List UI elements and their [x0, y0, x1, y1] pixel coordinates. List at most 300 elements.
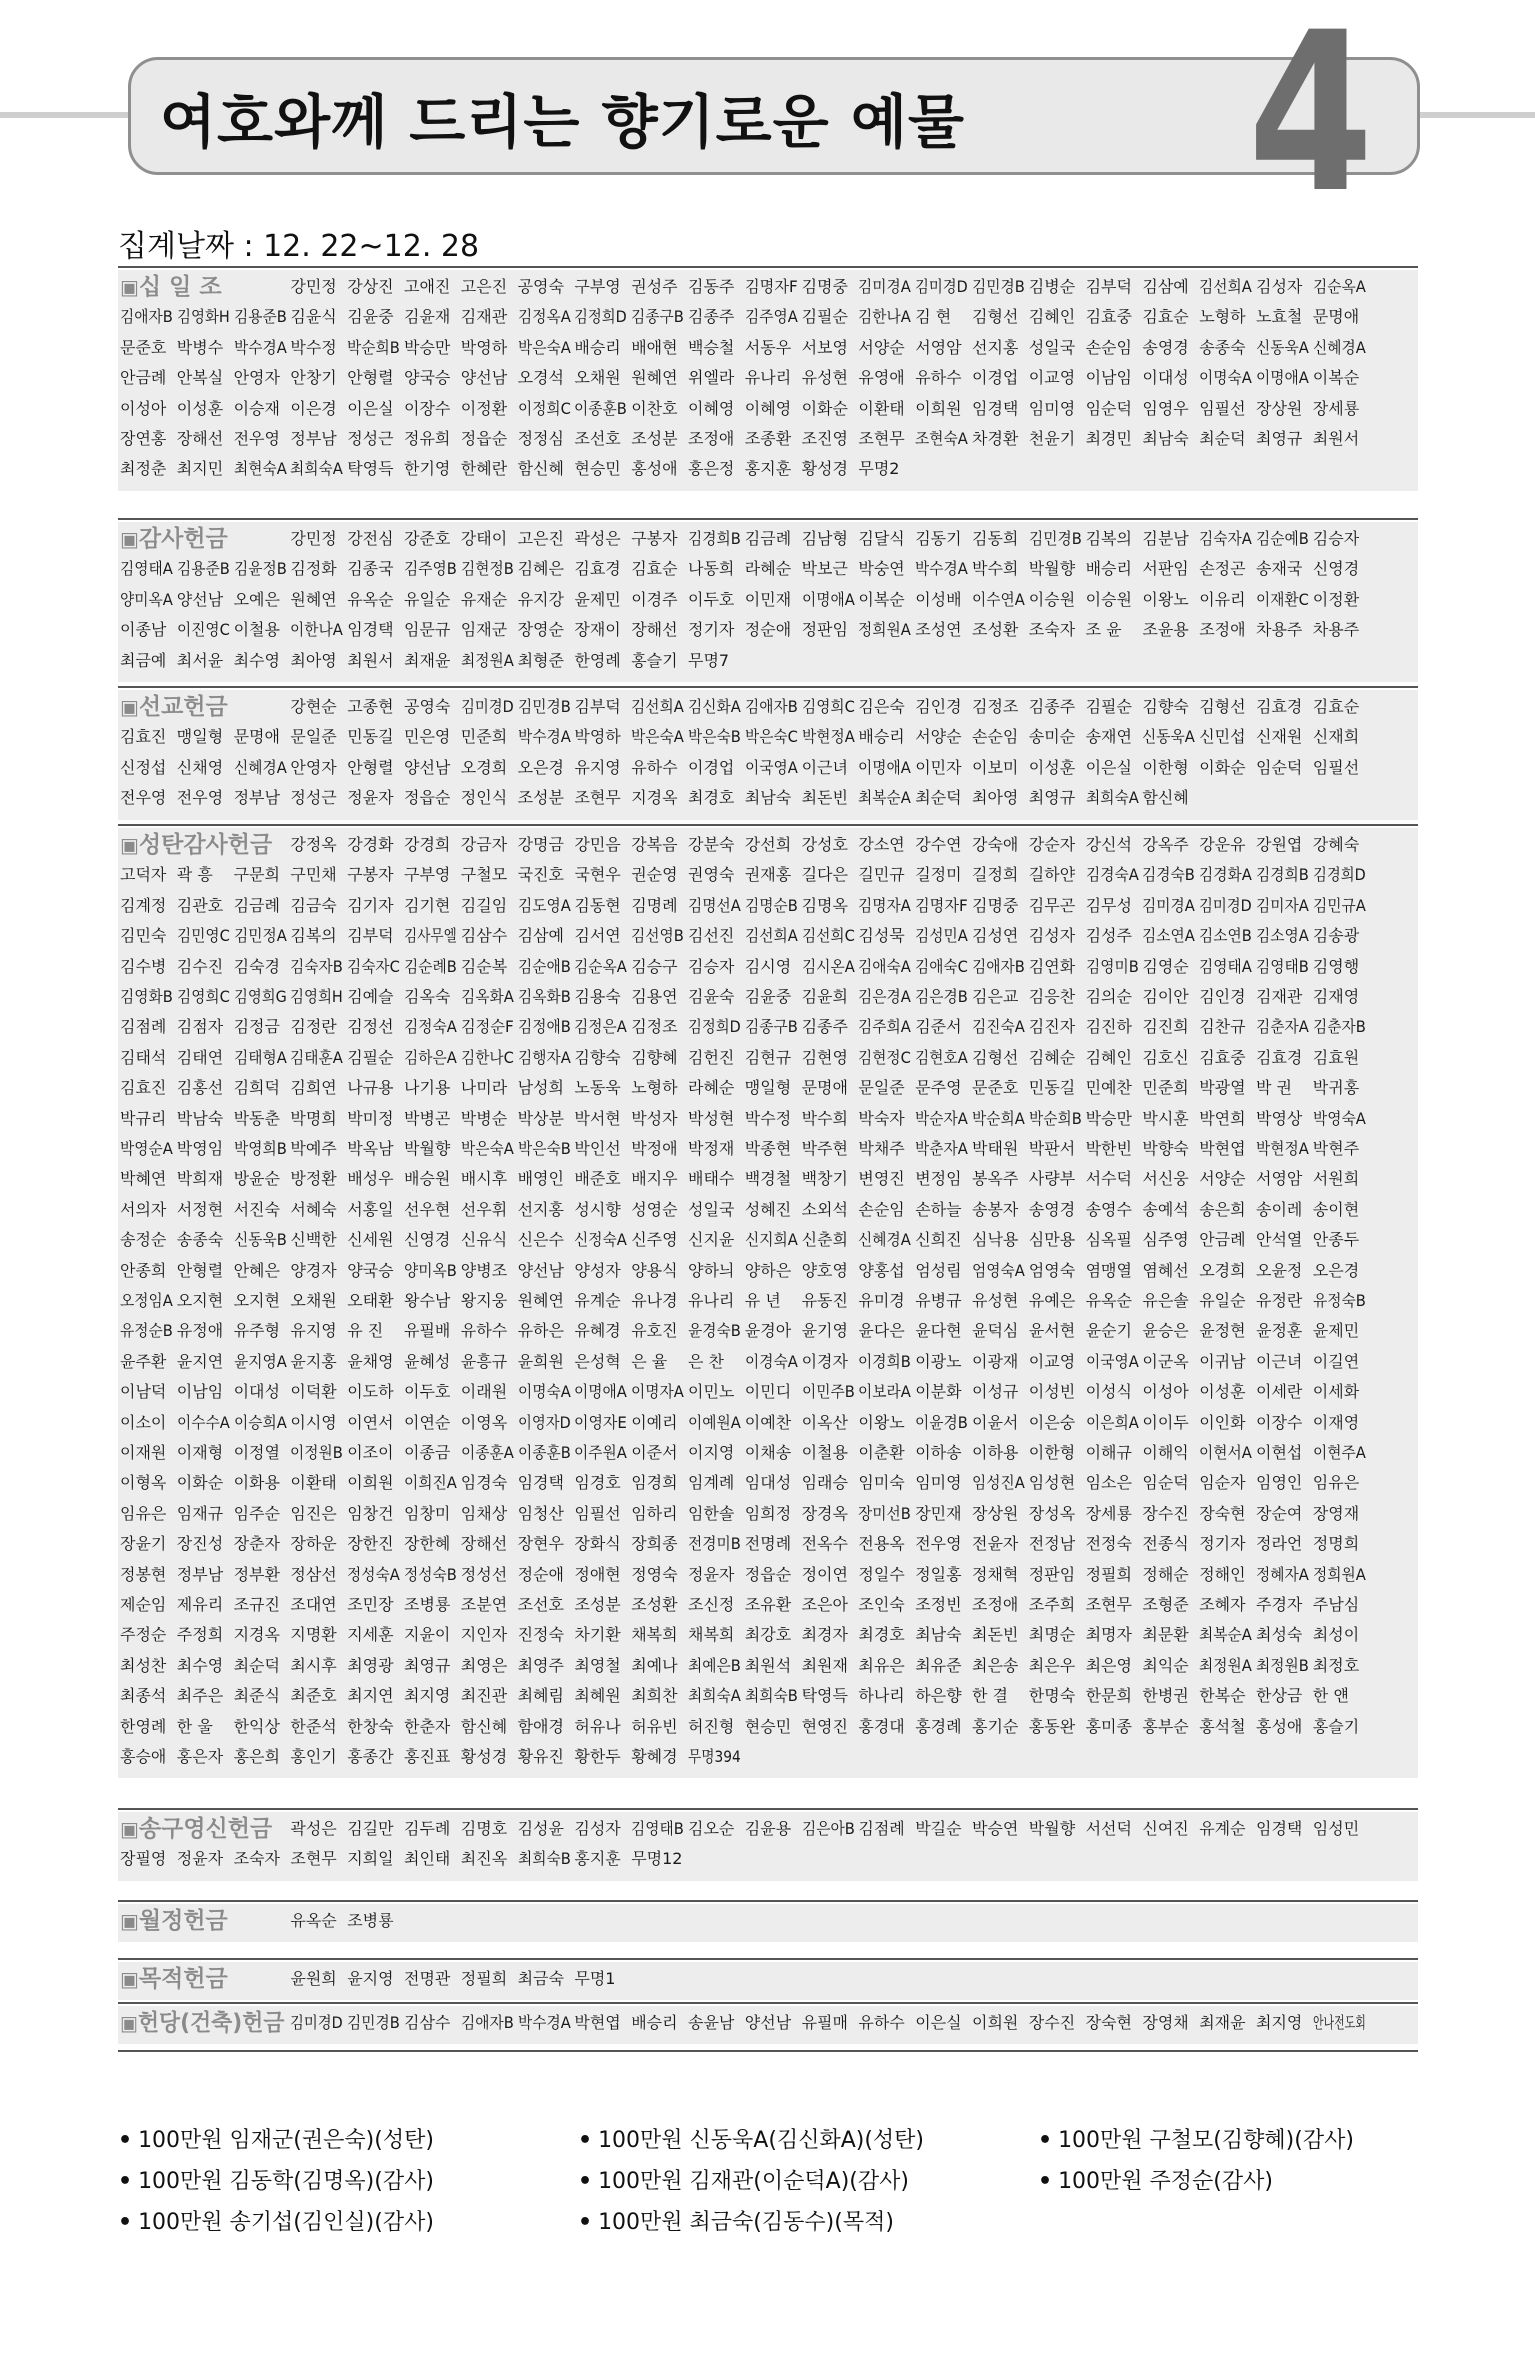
- donor-name: 안금례: [120, 368, 167, 388]
- donor-name: 한 얜: [1312, 1686, 1349, 1706]
- donor-name: 고덕자: [120, 865, 167, 885]
- donor-name: 정읍순: [460, 429, 508, 448]
- donor-name: 이해익: [1142, 1443, 1189, 1462]
- donor-name: 최순덕: [915, 788, 962, 808]
- donor-name: 조성환: [631, 1595, 678, 1614]
- donor-name: 유정란: [1256, 1291, 1303, 1310]
- donor-name: 길다은: [801, 865, 848, 885]
- section-label: [120, 2008, 284, 2038]
- donor-name: 김민경B: [972, 277, 1025, 296]
- donor-name: 김태형A: [233, 1047, 287, 1067]
- donor-name: 박은숙B: [517, 1139, 571, 1158]
- section-label: [120, 1814, 272, 1844]
- donor-name: 민동길: [347, 727, 394, 747]
- donor-name: 김예슬: [347, 987, 394, 1006]
- donor-name: 윤제민: [1312, 1321, 1360, 1341]
- donation-item: [118, 2164, 434, 2195]
- donor-name: 유미경: [858, 1291, 905, 1310]
- donor-name: 최희숙A: [1085, 788, 1139, 808]
- donor-name: 전용옥: [858, 1534, 905, 1554]
- donor-name: 박영숙A: [1312, 1108, 1366, 1128]
- donor-name: 김영행: [1312, 956, 1360, 976]
- donor-name: 윤경숙B: [688, 1321, 741, 1341]
- donor-name: 유옥순: [290, 1911, 337, 1930]
- donor-name: 장한진: [347, 1534, 394, 1554]
- donor-name: 박수경A: [233, 337, 287, 357]
- donor-name: 박예주: [290, 1139, 337, 1158]
- donor-name: 박순자A: [915, 1108, 968, 1128]
- donor-name: 이종훈B: [517, 1443, 571, 1462]
- donor-name: 임대성: [744, 1473, 792, 1493]
- donor-name: 김정화: [290, 559, 337, 579]
- donor-name: 김정조: [631, 1017, 678, 1037]
- donor-name: 김주영A: [744, 307, 798, 327]
- donor-name: 임소은: [1085, 1473, 1132, 1493]
- donor-name: 장영채: [1142, 2013, 1189, 2032]
- donor-name: 방윤순: [233, 1169, 280, 1189]
- donor-name: 김점례: [120, 1017, 167, 1037]
- donor-name: 최재윤: [1199, 2013, 1246, 2032]
- donor-name: 유정애: [176, 1321, 224, 1341]
- donor-name: 홍은정: [688, 459, 735, 479]
- donor-name: 김경숙A: [1085, 865, 1139, 885]
- donor-name: 유계순: [574, 1291, 621, 1310]
- donor-name: 박승연: [972, 1819, 1019, 1838]
- donor-name: 김향혜: [631, 1047, 678, 1067]
- donor-name: 김재관: [1256, 987, 1303, 1006]
- donor-name: 이두호: [404, 1382, 451, 1402]
- section-divider: [118, 2050, 1418, 2052]
- donor-name: 백승철: [688, 337, 735, 357]
- donor-name: 윤지영: [347, 1969, 394, 1988]
- donor-name: 한춘자: [404, 1716, 451, 1736]
- donor-name: 안석열: [1256, 1230, 1303, 1250]
- donor-name: 유은솔: [1142, 1291, 1189, 1310]
- donor-name: 황한두: [574, 1747, 621, 1766]
- donor-name: 김동희: [972, 529, 1019, 548]
- donor-name: 김정순F: [460, 1017, 514, 1037]
- donor-name: 서양순: [1199, 1169, 1246, 1189]
- donor-name: 김선진: [688, 926, 735, 946]
- donor-name: 이명애A: [858, 757, 912, 777]
- section-label-text: 십 일 조: [138, 274, 222, 300]
- donor-name: 오예은: [233, 589, 280, 609]
- donor-name: 이이두: [1142, 1412, 1189, 1432]
- donor-name: 나기용: [404, 1078, 451, 1098]
- donor-name: 강명금: [517, 835, 564, 854]
- donor-name: 정혜자A: [1256, 1564, 1309, 1584]
- donor-name: 조종환: [744, 429, 792, 448]
- donor-name: 김점자: [176, 1017, 224, 1037]
- donor-name: 오윤정: [1256, 1260, 1303, 1280]
- donor-name: 장하운: [290, 1534, 337, 1554]
- donor-name: 이경주: [631, 589, 678, 609]
- donor-name: 유필배: [404, 1321, 451, 1341]
- donor-name: 김효중: [1085, 307, 1132, 327]
- donor-name: 최남숙: [1142, 429, 1189, 448]
- donor-name: 곽성은: [574, 529, 621, 548]
- donor-name: 정희원A: [1312, 1564, 1366, 1584]
- donor-name: 임경택: [1256, 1819, 1303, 1838]
- donor-name: 이철용: [233, 620, 280, 640]
- donor-name: 조성연: [915, 620, 962, 640]
- donor-name: 김민경B: [1028, 529, 1082, 548]
- donor-name: 한 결: [972, 1686, 1008, 1706]
- donor-name: 유하수: [915, 368, 962, 388]
- donor-name: 강태이: [460, 529, 508, 548]
- donor-name: 이종훈B: [574, 398, 628, 418]
- donor-name: 조분연: [460, 1595, 508, 1614]
- donor-name: 양미옥B: [404, 1260, 457, 1280]
- bullet-icon: •: [118, 2169, 133, 2194]
- donor-name: 배영인: [517, 1169, 564, 1189]
- donor-name: 최문환: [1142, 1625, 1189, 1645]
- donor-name: 최현숙A: [233, 459, 287, 479]
- donor-name: 양미옥A: [120, 589, 173, 609]
- donor-name: 최명순: [1028, 1625, 1076, 1645]
- donor-name: 임경택: [517, 1473, 564, 1493]
- donor-name: 최진옥: [460, 1849, 508, 1869]
- donor-name: 김정금: [233, 1017, 280, 1037]
- donor-name: 박규리: [120, 1108, 167, 1128]
- donor-name: 유예은: [1028, 1291, 1076, 1310]
- donor-name: 전정숙: [1085, 1534, 1132, 1554]
- donor-name: 서진숙: [233, 1199, 280, 1219]
- donor-name: 김종국: [347, 559, 394, 579]
- donor-name: 박정재: [688, 1139, 735, 1158]
- donor-name: 김도영A: [517, 895, 571, 915]
- donor-name: 정판임: [801, 620, 848, 640]
- donor-name: 김순애B: [517, 956, 571, 976]
- donor-name: 홍인기: [290, 1747, 337, 1766]
- donor-name: 최은영: [1085, 1655, 1132, 1675]
- donor-name: 이분화: [915, 1382, 962, 1402]
- donor-name: 김찬규: [1199, 1017, 1246, 1037]
- donor-name: 김윤재: [404, 307, 451, 327]
- donor-name: 양홍섭: [858, 1260, 905, 1280]
- donor-name: 이교영: [1028, 368, 1076, 388]
- donor-name: 양병조: [460, 1260, 508, 1280]
- bullet-icon: •: [578, 2169, 593, 2194]
- donor-name: 최인태: [404, 1849, 451, 1869]
- donor-name: 송종숙: [1199, 337, 1246, 357]
- donor-name: 김은경B: [915, 987, 969, 1006]
- donor-name: 홍진표: [404, 1747, 451, 1766]
- donor-name: 박수희: [972, 559, 1019, 579]
- donor-name: 박은숙A: [631, 727, 684, 747]
- donor-name: 서양순: [915, 727, 962, 747]
- donor-name: 국현우: [574, 865, 621, 885]
- donor-name: 김형선: [972, 307, 1019, 327]
- donor-name: 최성이: [1312, 1625, 1360, 1645]
- donor-name: 김삼예: [1142, 277, 1189, 296]
- section-divider: [118, 2002, 1418, 2004]
- donor-name: 서판임: [1142, 559, 1189, 579]
- donor-name: 강정옥: [290, 835, 337, 854]
- donor-name: 이명숙A: [1199, 368, 1252, 388]
- donor-name: 이복순: [1312, 368, 1360, 388]
- donor-name: 노효철: [1256, 307, 1303, 327]
- donor-name: 장해선: [176, 429, 224, 448]
- donor-name: 김성연: [972, 926, 1019, 946]
- donor-name: 이복순: [858, 589, 905, 609]
- donor-name: 조신정: [688, 1595, 735, 1614]
- donor-name: 김소영A: [1256, 926, 1309, 946]
- donor-name: 이보미: [972, 757, 1019, 777]
- donor-name: 이혜영: [688, 398, 735, 418]
- donor-name: 송종숙: [176, 1230, 224, 1250]
- donor-name: 강소연: [858, 835, 905, 854]
- donor-name: 박순희B: [347, 337, 401, 357]
- donor-name: 박병수: [176, 337, 224, 357]
- donor-name: 채복희: [631, 1625, 678, 1645]
- donor-name: 이정환: [1312, 589, 1360, 609]
- donor-name: 이은경: [290, 398, 337, 418]
- donor-name: 이춘환: [858, 1443, 905, 1462]
- donor-name: 구부영: [574, 277, 621, 296]
- donor-name: 박동춘: [233, 1108, 280, 1128]
- donor-name: 하은향: [915, 1686, 962, 1706]
- donor-name: 엄영숙A: [972, 1260, 1025, 1280]
- donor-name: 박수경A: [517, 727, 571, 747]
- donor-name: 김신화A: [688, 697, 741, 716]
- donor-name: 강분숙: [688, 835, 735, 854]
- donor-name: 김영태B: [631, 1819, 685, 1838]
- donor-name: 김태훈A: [290, 1047, 344, 1067]
- donor-name: 김명중: [972, 895, 1019, 915]
- section-label: [120, 524, 228, 554]
- donor-name: 고은진: [517, 529, 564, 548]
- donor-name: 강옥주: [1142, 835, 1189, 854]
- donor-name: 김무곤: [1028, 895, 1076, 915]
- donor-name: 정일수: [858, 1564, 905, 1584]
- donor-name: 김정숙A: [404, 1017, 457, 1037]
- donor-name: 이예원A: [688, 1412, 741, 1432]
- donor-name: 임진은: [290, 1503, 337, 1523]
- donor-name: 한익상: [233, 1716, 280, 1736]
- donor-name: 장희종: [631, 1534, 678, 1554]
- donor-name: 김형선: [1199, 697, 1246, 716]
- donor-name: 이왕노: [1142, 589, 1189, 609]
- donor-name: 전명례: [744, 1534, 792, 1554]
- donor-name: 이명숙A: [517, 1382, 571, 1402]
- donor-name: 김영희C: [801, 697, 855, 716]
- donor-name: 노형하: [631, 1078, 678, 1098]
- donor-name: 이정원B: [290, 1443, 344, 1462]
- donor-name: 박월향: [404, 1139, 451, 1158]
- donor-name: 이재영: [1312, 1412, 1360, 1432]
- donor-name: 이종훈A: [460, 1443, 514, 1462]
- donor-name: 탁영득: [347, 459, 394, 479]
- donor-name: 선지홍: [972, 337, 1019, 357]
- donor-name: 신세원: [347, 1230, 394, 1250]
- donor-name: 조병룡: [347, 1911, 394, 1930]
- donor-name: 박영상: [1256, 1108, 1303, 1128]
- donor-name: 최복순A: [858, 788, 912, 808]
- donor-name: 안종희: [120, 1260, 167, 1280]
- donor-name: 양용식: [631, 1260, 678, 1280]
- donor-name: 황성경: [801, 459, 848, 479]
- donor-name: 장성옥: [1028, 1503, 1076, 1523]
- donor-name: 구문희: [233, 865, 280, 885]
- donor-name: 최원서: [1312, 429, 1360, 448]
- square-bullet-icon: ▣: [120, 1909, 139, 1933]
- donor-name: 정부환: [233, 1564, 280, 1584]
- donor-name: 김효순: [1142, 307, 1189, 327]
- donor-name: 이대성: [233, 1382, 280, 1402]
- donor-name: 김영희H: [290, 987, 344, 1006]
- donor-name: 김정선: [347, 1017, 394, 1037]
- donor-name: 나동희: [688, 559, 735, 579]
- donor-name: 신혜경A: [858, 1230, 912, 1250]
- donor-name: 박수희: [801, 1108, 848, 1128]
- donor-name: 현영진: [801, 1716, 848, 1736]
- donor-name: 전경미B: [688, 1534, 741, 1554]
- donor-name: 장수진: [1142, 1503, 1189, 1523]
- donor-name: 윤정현: [1199, 1321, 1246, 1341]
- donor-name: 김수진: [176, 956, 224, 976]
- section-label-text: 월정헌금: [138, 1908, 228, 1934]
- donor-name: 장필영: [120, 1849, 167, 1869]
- donor-name: 제순임: [120, 1595, 167, 1614]
- donor-name: 최명자: [1085, 1625, 1132, 1645]
- donor-name: 김승자: [1312, 529, 1360, 548]
- donor-name: 신동욱A: [1256, 337, 1309, 357]
- donor-name: 장진성: [176, 1534, 224, 1554]
- donor-name: 홍지훈: [574, 1849, 621, 1869]
- donor-name: 구철모: [460, 865, 508, 885]
- donor-name: 김혜은: [517, 559, 564, 579]
- donor-name: 손순임: [1085, 337, 1132, 357]
- donor-name: 김삼수: [404, 2013, 451, 2032]
- donor-name: 김미경D: [290, 2013, 344, 2032]
- donor-name: 김숙자A: [1199, 529, 1252, 548]
- donor-name: 한병권: [1142, 1686, 1189, 1706]
- donor-name: 홍종간: [347, 1747, 394, 1766]
- donor-name: 김병순: [1028, 277, 1076, 296]
- donor-name: 배승원: [404, 1169, 451, 1189]
- donor-name: 임영인: [1256, 1473, 1303, 1493]
- donor-name: 장영재: [1312, 1503, 1360, 1523]
- donor-name: 이성빈: [1028, 1382, 1076, 1402]
- donor-name: 박인선: [574, 1139, 621, 1158]
- donor-name: 최정원A: [460, 650, 514, 670]
- donor-name: 최예나: [631, 1655, 678, 1675]
- donor-name: 김하은A: [404, 1047, 457, 1067]
- section-label: [120, 1906, 228, 1936]
- donor-name: 최경민: [1085, 429, 1132, 448]
- donor-name: 송이레: [1256, 1199, 1303, 1219]
- donor-name: 이은희A: [1085, 1412, 1139, 1432]
- donor-name: 박수경A: [915, 559, 968, 579]
- donor-name: 안혜은: [233, 1260, 280, 1280]
- donor-name: 송정순: [120, 1230, 167, 1250]
- donor-name: 김성자: [1256, 277, 1303, 296]
- donor-name: 오채원: [574, 368, 621, 388]
- donor-name: 은 율: [631, 1351, 668, 1371]
- donor-name: 이환태: [290, 1473, 337, 1493]
- donor-name: 최영광: [347, 1655, 394, 1675]
- donor-name: 신지윤: [688, 1230, 735, 1250]
- donor-name: 선지홍: [517, 1199, 564, 1219]
- donor-name: 황유진: [517, 1747, 564, 1766]
- donor-name: 장순여: [1256, 1503, 1303, 1523]
- donor-name: 최성찬: [120, 1655, 167, 1675]
- donor-name: 임미영: [1028, 398, 1076, 418]
- donor-name: 서원희: [1312, 1169, 1360, 1189]
- donor-name: 안형렬: [176, 1260, 224, 1280]
- donor-name: 김무성: [1085, 895, 1132, 915]
- donor-name: 이수연A: [972, 589, 1025, 609]
- donor-name: 김용연: [631, 987, 678, 1006]
- donor-name: 임순자: [1199, 1473, 1246, 1493]
- donor-name: 정채혁: [972, 1564, 1019, 1584]
- donor-name: 홍기순: [972, 1716, 1019, 1736]
- donor-name: 유나리: [744, 368, 792, 388]
- donor-name: 이한나A: [290, 620, 344, 640]
- donor-name: 임순덕: [1085, 398, 1132, 418]
- donor-name: 강수연: [915, 835, 962, 854]
- donor-name: 최수영: [233, 650, 280, 670]
- donor-name: 전우영: [176, 788, 224, 808]
- donor-name: 박보근: [801, 559, 848, 579]
- donor-name: 박은숙A: [517, 337, 571, 357]
- donor-name: 송예석: [1142, 1199, 1189, 1219]
- donor-name: 서양순: [858, 337, 905, 357]
- section-divider: [118, 1900, 1418, 1902]
- donor-name: 김경희B: [688, 529, 741, 548]
- donor-name: 이명애A: [801, 589, 855, 609]
- donor-name: 이경업: [688, 757, 735, 777]
- donor-name: 김희덕: [233, 1078, 280, 1098]
- donor-name: 성시향: [574, 1199, 621, 1219]
- donor-name: 김사무엘: [404, 926, 457, 946]
- donor-name: 윤채영: [347, 1351, 394, 1371]
- donor-name: 허진형: [688, 1716, 735, 1736]
- donor-name: 김복의: [290, 926, 337, 946]
- donor-name: 정삼선: [290, 1564, 337, 1584]
- donor-name: 유동진: [801, 1291, 848, 1310]
- donor-name: 김민정A: [233, 926, 287, 946]
- donor-name: 임경희: [631, 1473, 678, 1493]
- donor-name: 박수경A: [517, 2013, 571, 2032]
- donor-name: 박한빈: [1085, 1139, 1132, 1158]
- donor-name: 현승민: [574, 459, 621, 479]
- donor-name: 김은아B: [801, 1819, 855, 1838]
- donor-name: 최재윤: [404, 650, 451, 670]
- donor-name: 이해규: [1085, 1443, 1132, 1462]
- donor-name: 한기영: [404, 459, 451, 479]
- donor-name: 백창기: [801, 1169, 848, 1189]
- donor-name: 유지영: [290, 1321, 337, 1341]
- donor-name: 최영은: [460, 1655, 508, 1675]
- donation-text: 100만원 신동욱A(김신화A)(성탄): [598, 2128, 924, 2153]
- donor-name: 최남숙: [915, 1625, 962, 1645]
- donor-name: 최형준: [517, 650, 564, 670]
- donor-name: 강준호: [404, 529, 451, 548]
- donor-name: 지세훈: [347, 1625, 394, 1645]
- donor-name: 강선희: [744, 835, 792, 854]
- donor-name: 백경철: [744, 1169, 792, 1189]
- donor-name: 최준호: [290, 1686, 337, 1706]
- donor-name: 정필희: [1085, 1564, 1132, 1584]
- donor-name: 유나리: [688, 1291, 735, 1310]
- donor-name: 김인경: [915, 697, 962, 716]
- donor-name: 문명애: [801, 1078, 848, 1098]
- donor-name: 김남형: [801, 529, 848, 548]
- donor-name: 김애자B: [972, 956, 1025, 976]
- donor-name: 황성경: [460, 1747, 508, 1766]
